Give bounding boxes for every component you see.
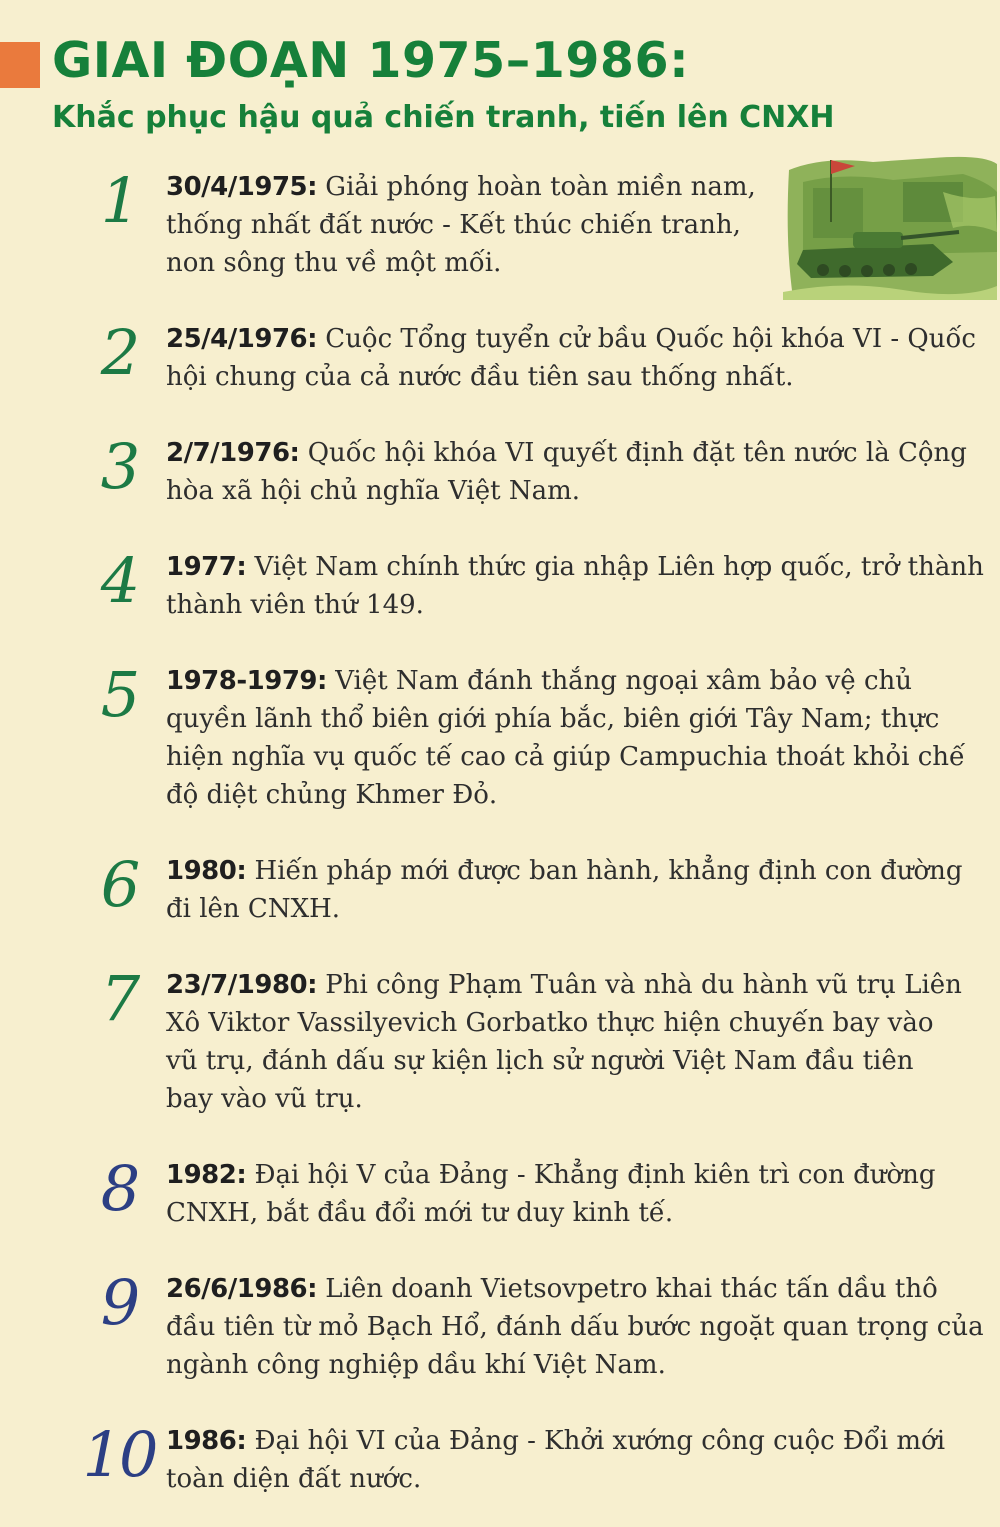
event-date: 30/4/1975: bbox=[166, 172, 318, 202]
event-text: Việt Nam đánh thắng ngoại xâm bảo vệ chủ quyền lãnh thổ biên giới phía bắc, biên giới Tây Nam; thực hiện nghĩa vụ quốc tế cao cả giúp Campuchia thoát khỏi chế độ diệt chủng Khmer Đỏ. bbox=[166, 666, 966, 810]
page-title: GIAI ĐOẠN 1975–1986: bbox=[52, 32, 690, 89]
event-text: Việt Nam chính thức gia nhập Liên hợp quốc, trở thành thành viên thứ 149. bbox=[166, 552, 984, 620]
event-description bbox=[166, 434, 976, 510]
event-text: Đại hội V của Đảng - Khẳng định kiên trì con đường CNXH, bắt đầu đổi mới tư duy kinh tế. bbox=[166, 1160, 936, 1228]
event-date: 1986: bbox=[166, 1426, 247, 1456]
event-text: Hiến pháp mới được ban hành, khẳng định con đường đi lên CNXH. bbox=[166, 856, 963, 924]
event-description bbox=[166, 320, 988, 396]
event-description bbox=[166, 1156, 936, 1232]
event-number: 7 bbox=[100, 962, 138, 1035]
event-number: 4 bbox=[100, 544, 138, 617]
tank-flag-illustration bbox=[783, 152, 997, 300]
header-accent-bar bbox=[0, 42, 40, 88]
event-number: 3 bbox=[100, 430, 138, 503]
event-text: Đại hội VI của Đảng - Khởi xướng công cuộc Đổi mới toàn diện đất nước. bbox=[166, 1426, 946, 1494]
event-date: 25/4/1976: bbox=[166, 324, 318, 354]
event-date: 1978-1979: bbox=[166, 666, 327, 696]
event-text: Liên doanh Vietsovpetro khai thác tấn dầu thô đầu tiên từ mỏ Bạch Hổ, đánh dấu bước ngoặt quan trọng của ngành công nghiệp dầu khí Việt Nam. bbox=[166, 1274, 984, 1380]
event-text: Quốc hội khóa VI quyết định đặt tên nước là Cộng hòa xã hội chủ nghĩa Việt Nam. bbox=[166, 438, 967, 506]
event-date: 1977: bbox=[166, 552, 247, 582]
event-description bbox=[166, 168, 756, 282]
event-date: 23/7/1980: bbox=[166, 970, 318, 1000]
event-date: 1982: bbox=[166, 1160, 247, 1190]
event-description bbox=[166, 852, 966, 928]
event-text: Giải phóng hoàn toàn miền nam, thống nhất đất nước - Kết thúc chiến tranh, non sông thu về một mối. bbox=[166, 172, 756, 278]
event-date: 1980: bbox=[166, 856, 247, 886]
event-date: 2/7/1976: bbox=[166, 438, 300, 468]
event-number: 8 bbox=[100, 1152, 138, 1225]
event-text: Cuộc Tổng tuyển cử bầu Quốc hội khóa VI - Quốc hội chung của cả nước đầu tiên sau thống nhất. bbox=[166, 324, 976, 392]
event-description bbox=[166, 662, 988, 814]
event-description bbox=[166, 966, 966, 1118]
event-number: 6 bbox=[100, 848, 138, 921]
event-number: 5 bbox=[100, 658, 138, 731]
event-text: Phi công Phạm Tuân và nhà du hành vũ trụ Liên Xô Viktor Vassilyevich Gorbatko thực hiện chuyến bay vào vũ trụ, đánh dấu sự kiện lịch sử người Việt Nam đầu tiên bay vào vũ trụ. bbox=[166, 970, 962, 1114]
event-description bbox=[166, 548, 988, 624]
event-number: 10 bbox=[82, 1418, 156, 1491]
event-description bbox=[166, 1422, 988, 1498]
event-date: 26/6/1986: bbox=[166, 1274, 318, 1304]
page-subtitle: Khắc phục hậu quả chiến tranh, tiến lên CNXH bbox=[52, 100, 835, 135]
event-number: 1 bbox=[100, 164, 138, 237]
event-number: 2 bbox=[100, 316, 138, 389]
event-number: 9 bbox=[100, 1266, 138, 1339]
event-description bbox=[166, 1270, 988, 1384]
